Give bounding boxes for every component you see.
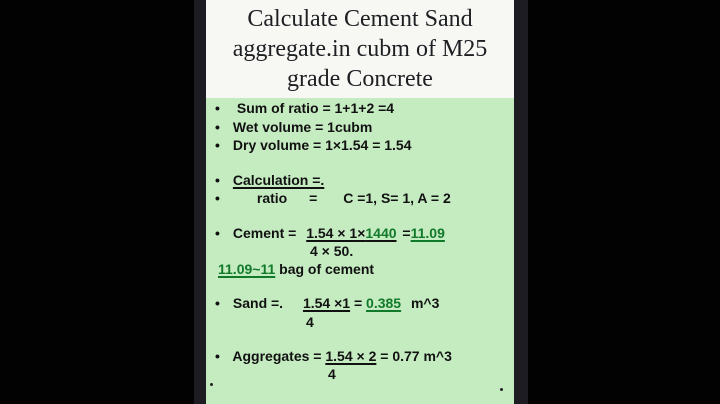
content-card [206,0,514,404]
cement-bags-value: 11.09~11 [218,261,276,277]
cement-equals: = [402,225,411,241]
title-line-2: aggregate.in cubm of M25 [232,36,488,62]
cement-numerator-a: 1.54 × 1× [306,225,366,241]
sum-of-ratio-item [215,100,394,116]
sand-equals: = [353,295,363,311]
title-box [206,0,514,98]
bullet: • [215,190,220,206]
wet-volume-item [215,119,372,135]
sand-result: 0.385 [366,295,402,311]
cement-denominator: 4 × 50. [310,243,354,259]
bullet: • [215,295,220,311]
sand-denominator: 4 [306,314,314,330]
title-line-1: Calculate Cement Sand [247,6,473,32]
right-letterbox [528,0,720,404]
ratio-values: C =1, S= 1, A = 2 [343,190,451,206]
calculation-item [215,172,324,188]
aggregates-item [215,348,452,364]
bullet: • [215,137,220,153]
speck-mark [210,383,213,386]
speck-mark [500,388,503,391]
cement-item [215,225,445,241]
ratio-item [215,190,451,206]
sand-numerator: 1.54 ×1 [302,295,351,311]
aggregates-numerator: 1.54 × 2 [325,348,377,364]
right-frame-edge [514,0,528,404]
title-line-3: grade Concrete [287,66,433,92]
bullet: • [215,172,220,188]
dry-volume-text: Dry volume = 1×1.54 = 1.54 [232,137,412,153]
ratio-equals: = [309,190,318,206]
sand-item [215,295,439,311]
left-frame-edge [194,0,206,404]
wet-volume-text: Wet volume = 1cubm [232,119,373,135]
bullet: • [215,225,220,241]
sand-unit: m^3 [410,295,440,311]
left-letterbox [0,0,194,404]
bullet: • [215,348,220,364]
cement-numerator-b: 1440 [365,225,397,241]
ratio-label: ratio [256,190,288,206]
calculation-label: Calculation =. [232,172,325,188]
sum-of-ratio-text: Sum of ratio = 1+1+2 =4 [236,100,395,116]
cement-result: 11.09 [410,225,445,241]
bullet: • [215,119,220,135]
aggregates-label: Aggregates = [232,348,322,364]
bullet: • [215,100,220,116]
cement-numerator [306,225,396,241]
dry-volume-item [215,137,412,153]
aggregates-denominator: 4 [328,366,336,382]
cement-bags-line [218,261,374,277]
cement-label: Cement = [232,225,297,241]
sand-label: Sand =. [232,295,284,311]
aggregates-result: = 0.77 m^3 [380,348,452,364]
cement-bags-text: bag of cement [279,261,375,277]
